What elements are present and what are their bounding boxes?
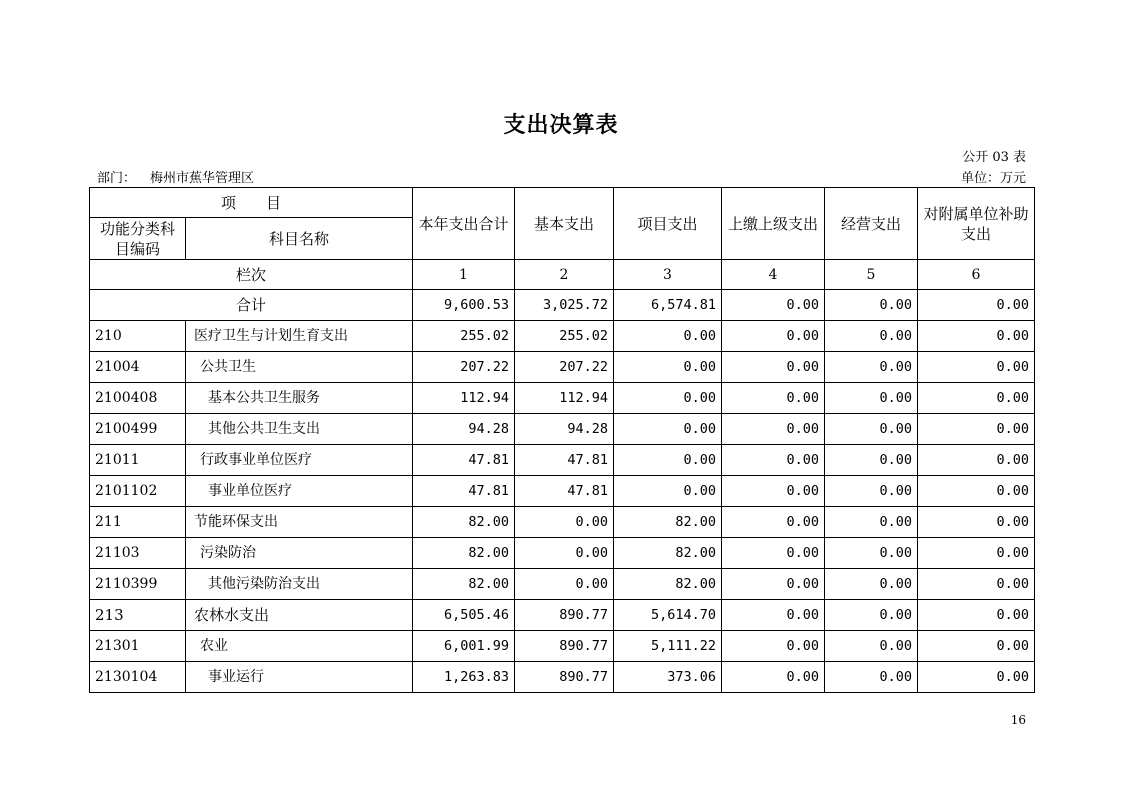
name-column-header: 科目名称 [186,218,413,260]
row-value: 890.77 [515,631,614,662]
department-line [97,167,254,186]
table-row [90,352,1035,383]
row-value: 0.00 [614,476,722,507]
row-value: 112.94 [515,383,614,414]
table-body [90,321,1035,693]
department-label: 部门： [97,171,137,186]
column-index-label: 栏次 [90,260,413,290]
row-value: 0.00 [825,476,918,507]
form-number: 公开 03 表 [962,150,1026,165]
row-value: 47.81 [515,476,614,507]
row-value: 47.81 [515,445,614,476]
row-value: 82.00 [614,507,722,538]
table-row [90,631,1035,662]
row-value: 112.94 [413,383,515,414]
row-value: 1,263.83 [413,662,515,693]
row-value: 6,505.46 [413,600,515,631]
total-value: 0.00 [918,290,1035,321]
row-name: 节能环保支出 [186,507,413,538]
col-header-2: 基本支出 [515,188,614,260]
col-header-4: 上缴上级支出 [722,188,825,260]
row-code: 21103 [90,538,186,569]
row-name: 医疗卫生与计划生育支出 [186,321,413,352]
row-value: 94.28 [413,414,515,445]
row-code: 213 [90,600,186,631]
row-value: 0.00 [722,538,825,569]
column-index-number: 1 [413,260,515,290]
row-value: 47.81 [413,445,515,476]
row-value: 0.00 [614,414,722,445]
row-code: 2110399 [90,569,186,600]
row-value: 0.00 [825,414,918,445]
row-value: 207.22 [515,352,614,383]
row-value: 0.00 [918,476,1035,507]
row-code: 2100499 [90,414,186,445]
row-name: 基本公共卫生服务 [186,383,413,414]
row-value: 5,111.22 [614,631,722,662]
row-value: 0.00 [825,569,918,600]
row-value: 0.00 [722,569,825,600]
page-number: 16 [1010,713,1026,727]
table-row [90,476,1035,507]
row-value: 890.77 [515,662,614,693]
row-value: 0.00 [918,414,1035,445]
total-value: 0.00 [825,290,918,321]
row-value: 5,614.70 [614,600,722,631]
row-value: 0.00 [722,445,825,476]
row-code: 2130104 [90,662,186,693]
row-value: 0.00 [918,445,1035,476]
page-title: 支出决算表 [503,112,619,138]
row-value: 255.02 [515,321,614,352]
row-value: 373.06 [614,662,722,693]
column-index-number: 4 [722,260,825,290]
row-value: 82.00 [413,538,515,569]
row-value: 82.00 [413,507,515,538]
col-header-6: 对附属单位补助支出 [918,188,1035,260]
row-value: 0.00 [614,445,722,476]
department-name: 梅州市蕉华管理区 [150,171,255,186]
row-value: 0.00 [515,569,614,600]
row-name: 公共卫生 [186,352,413,383]
row-name: 污染防治 [186,538,413,569]
row-value: 0.00 [918,507,1035,538]
row-value: 0.00 [614,352,722,383]
project-header: 项 目 [90,188,413,218]
row-value: 0.00 [722,321,825,352]
row-value: 0.00 [722,631,825,662]
unit-label: 单位：万元 [960,171,1026,186]
row-name: 行政事业单位医疗 [186,445,413,476]
row-value: 47.81 [413,476,515,507]
row-code: 21301 [90,631,186,662]
total-value: 0.00 [722,290,825,321]
row-code: 21011 [90,445,186,476]
row-value: 0.00 [918,600,1035,631]
row-value: 0.00 [825,445,918,476]
column-index-number: 3 [614,260,722,290]
total-value: 9,600.53 [413,290,515,321]
table-row [90,445,1035,476]
row-value: 0.00 [614,383,722,414]
row-name: 农林水支出 [186,600,413,631]
total-label: 合计 [90,290,413,321]
row-value: 0.00 [722,600,825,631]
column-index-row [90,260,1035,290]
total-value: 3,025.72 [515,290,614,321]
column-index-number: 2 [515,260,614,290]
col-header-5: 经营支出 [825,188,918,260]
row-value: 82.00 [614,538,722,569]
row-value: 6,001.99 [413,631,515,662]
row-name: 事业运行 [186,662,413,693]
table-row [90,507,1035,538]
row-value: 0.00 [614,321,722,352]
row-code: 210 [90,321,186,352]
table-row [90,414,1035,445]
row-value: 0.00 [722,383,825,414]
row-value: 0.00 [515,507,614,538]
row-value: 0.00 [825,352,918,383]
row-name: 其他污染防治支出 [186,569,413,600]
row-value: 0.00 [825,662,918,693]
total-row [90,290,1035,321]
row-value: 0.00 [918,662,1035,693]
row-value: 0.00 [918,631,1035,662]
row-value: 0.00 [825,538,918,569]
code-column-header: 功能分类科目编码 [90,218,186,260]
row-value: 0.00 [825,600,918,631]
row-value: 0.00 [722,662,825,693]
row-value: 94.28 [515,414,614,445]
row-value: 0.00 [722,414,825,445]
row-value: 0.00 [722,476,825,507]
row-value: 82.00 [614,569,722,600]
row-code: 211 [90,507,186,538]
row-value: 0.00 [825,321,918,352]
table-row [90,662,1035,693]
header-row-1 [90,188,1035,218]
row-value: 207.22 [413,352,515,383]
row-value: 0.00 [825,507,918,538]
row-value: 890.77 [515,600,614,631]
row-value: 0.00 [722,352,825,383]
table-row [90,569,1035,600]
table-row [90,383,1035,414]
row-value: 0.00 [918,538,1035,569]
expenditure-table [89,187,1035,693]
column-index-number: 5 [825,260,918,290]
table-row [90,321,1035,352]
column-index-number: 6 [918,260,1035,290]
total-value: 6,574.81 [614,290,722,321]
row-name: 其他公共卫生支出 [186,414,413,445]
col-header-1: 本年支出合计 [413,188,515,260]
row-value: 0.00 [825,383,918,414]
row-value: 82.00 [413,569,515,600]
row-code: 21004 [90,352,186,383]
row-value: 0.00 [825,631,918,662]
row-value: 0.00 [515,538,614,569]
row-code: 2100408 [90,383,186,414]
row-name: 事业单位医疗 [186,476,413,507]
table-row [90,600,1035,631]
table-row [90,538,1035,569]
row-code: 2101102 [90,476,186,507]
col-header-3: 项目支出 [614,188,722,260]
row-value: 0.00 [918,569,1035,600]
row-value: 255.02 [413,321,515,352]
row-value: 0.00 [918,383,1035,414]
row-value: 0.00 [918,321,1035,352]
row-value: 0.00 [918,352,1035,383]
row-name: 农业 [186,631,413,662]
row-value: 0.00 [722,507,825,538]
